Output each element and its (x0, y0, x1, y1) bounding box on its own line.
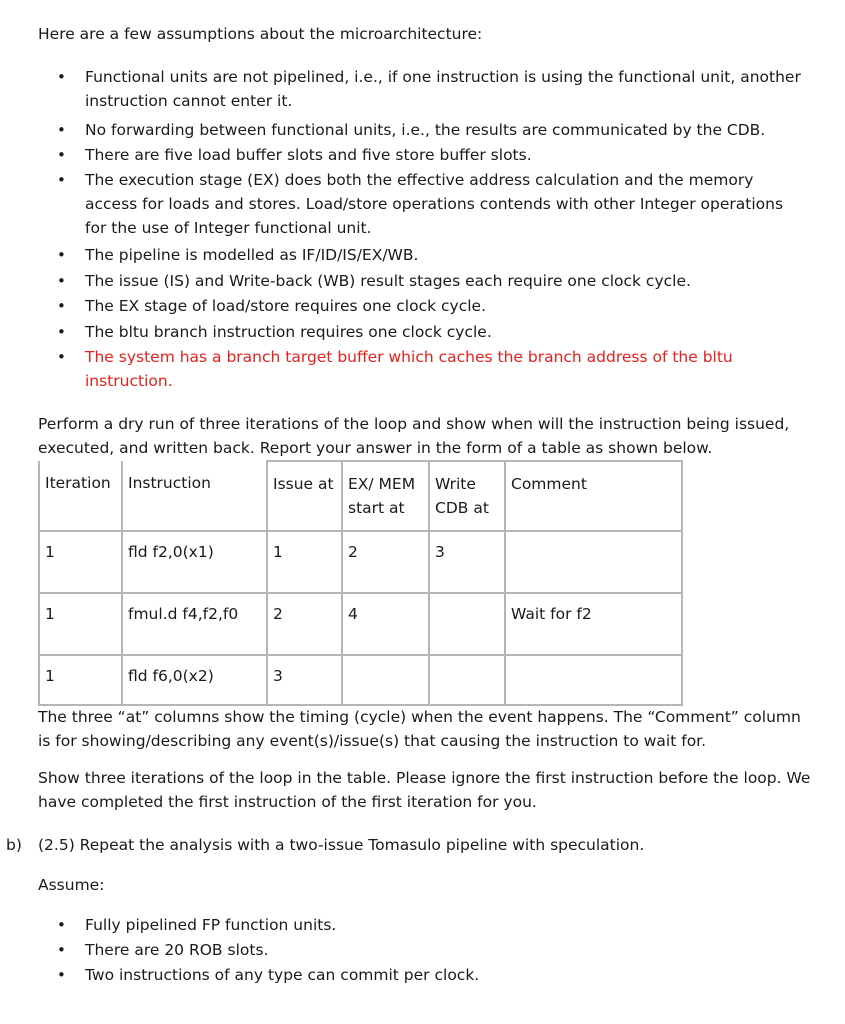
cell-ex: 4 (342, 593, 429, 655)
header-comment: Comment (505, 461, 682, 531)
cell-instruction: fld f6,0(x2) (122, 655, 267, 705)
cell-instruction: fmul.d f4,f2,f0 (122, 593, 267, 655)
header-ex: EX/ MEM start at (342, 461, 429, 531)
assumptions-list (0, 65, 845, 393)
cell-comment (505, 655, 682, 705)
note-text: The three “at” columns show the timing (cycle) when the event happens. The “Comment” column is for showing/describing any event(s)/issue(s) that causing the instruction to wait for. (38, 708, 801, 750)
show-text: Show three iterations of the loop in the table. Please ignore the first instruction before the loop. We have completed the first instruction of the first iteration for you. (38, 769, 811, 811)
part-b-item-2: • There are 20 ROB slots. (0, 938, 805, 962)
cell-wb: 3 (429, 531, 505, 593)
table-row (39, 531, 682, 593)
timing-table (38, 460, 683, 706)
cell-issue: 1 (267, 531, 342, 593)
cell-wb (429, 593, 505, 655)
cell-issue: 2 (267, 593, 342, 655)
cell-wb (429, 655, 505, 705)
header-instruction: Instruction (122, 461, 267, 531)
cell-ex: 2 (342, 531, 429, 593)
assumption-7: • The EX stage of load/store requires one clock cycle. (0, 294, 805, 318)
part-b-text: (2.5) Repeat the analysis with a two-issue Tomasulo pipeline with speculation. (38, 836, 645, 854)
assumption-6: • The issue (IS) and Write-back (WB) result stages each require one clock cycle. (0, 269, 805, 293)
cell-instruction: fld f2,0(x1) (122, 531, 267, 593)
table-row (39, 593, 682, 655)
assumption-1: • Functional units are not pipelined, i.e., if one instruction is using the functional unit, another instruction cannot enter it. (0, 65, 805, 113)
header-issue: Issue at (267, 461, 342, 531)
task-text: Perform a dry run of three iterations of the loop and show when will the instruction being issued, executed, and written back. Report your answer in the form of a table as shown below. (38, 415, 790, 457)
assumption-5: • The pipeline is modelled as IF/ID/IS/EX/WB. (0, 243, 805, 267)
header-iteration: Iteration (39, 461, 122, 531)
table-row (39, 655, 682, 705)
part-b-list (0, 913, 845, 987)
part-b-item-1: • Fully pipelined FP function units. (0, 913, 805, 937)
part-b-label: b) (6, 836, 22, 854)
assumption-2: • No forwarding between functional units, i.e., the results are communicated by the CDB. (0, 118, 805, 142)
table-header-row (39, 461, 682, 531)
intro-text: Here are a few assumptions about the microarchitecture: (38, 25, 483, 43)
header-wb: Write CDB at (429, 461, 505, 531)
cell-ex (342, 655, 429, 705)
cell-iteration: 1 (39, 531, 122, 593)
assumption-9: • The system has a branch target buffer which caches the branch address of the bltu instruction. (0, 345, 765, 393)
assumption-8: • The bltu branch instruction requires one clock cycle. (0, 320, 805, 344)
part-b-item-3: • Two instructions of any type can commit per clock. (0, 963, 805, 987)
assumption-4: • The execution stage (EX) does both the effective address calculation and the memory access for loads and stores. Load/store operations contends with other Integer operations for the use of Integer functional unit. (0, 168, 805, 240)
cell-iteration: 1 (39, 593, 122, 655)
assume-label: Assume: (38, 876, 105, 894)
assumption-3: • There are five load buffer slots and five store buffer slots. (0, 143, 805, 167)
cell-iteration: 1 (39, 655, 122, 705)
cell-comment: Wait for f2 (505, 593, 682, 655)
cell-comment (505, 531, 682, 593)
cell-issue: 3 (267, 655, 342, 705)
